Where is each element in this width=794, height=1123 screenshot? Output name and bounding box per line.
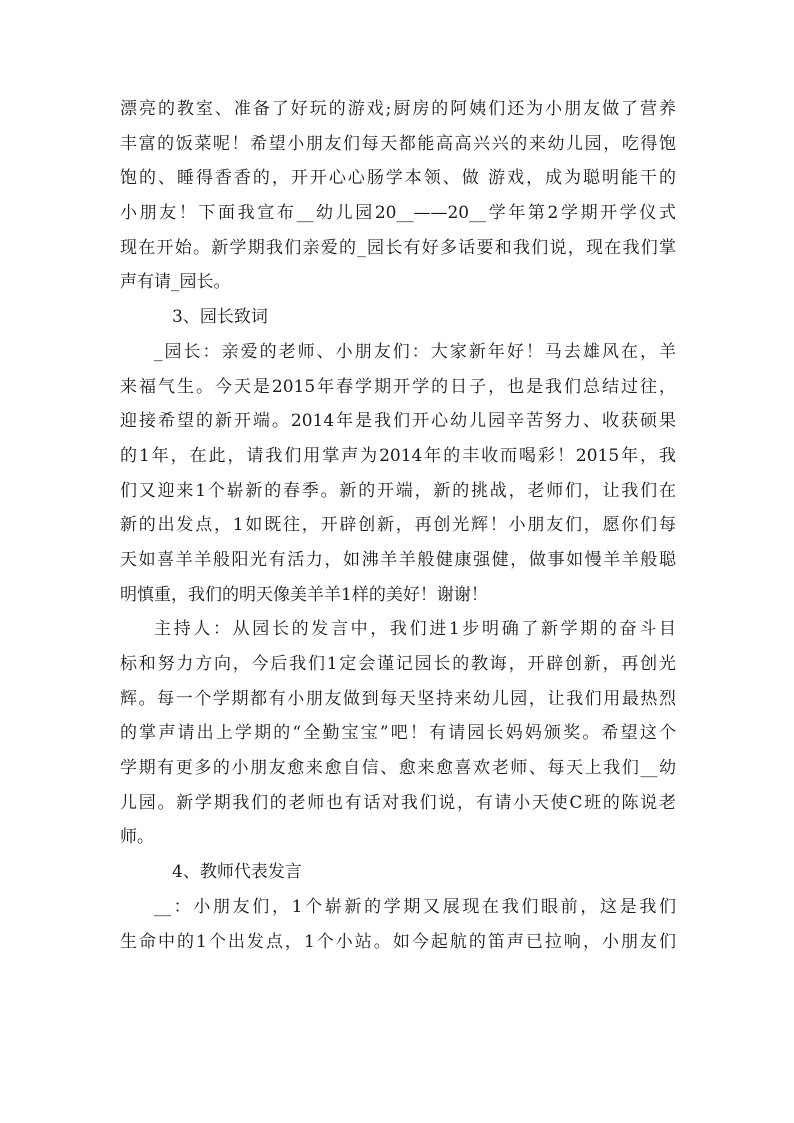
section-heading: 4、教师代表发言 — [172, 862, 302, 883]
paragraph-host-speech — [120, 612, 676, 855]
text-line: 辉。每一个学期都有小朋友做到每天坚持来幼儿园，让我们用最热烈 — [120, 688, 676, 709]
text-line: 师。 — [120, 827, 154, 848]
text-line: __：小朋友们，1个崭新的学期又展现在我们眼前，这是我们 — [154, 896, 676, 917]
text-line: 主持人：从园长的发言中，我们进1步明确了新学期的奋斗目 — [154, 619, 676, 640]
text-line: _园长：亲爱的老师、小朋友们：大家新年好！马去雄风在，羊 — [154, 341, 676, 362]
text-line: 声有请_园长。 — [120, 272, 231, 293]
text-line: 丰富的饭菜呢！希望小朋友们每天都能高高兴兴的来幼儿园，吃得饱 — [120, 133, 676, 154]
text-line: 生命中的1个出发点，1个小站。如今起航的笛声已拉响，小朋友们 — [120, 931, 676, 952]
text-line: 天如喜羊羊般阳光有活力，如沸羊羊般健康强健，做事如慢羊羊般聪 — [120, 549, 676, 570]
text-line: 们又迎来1个崭新的春季。新的开端，新的挑战，老师们，让我们在 — [120, 480, 676, 501]
text-line: 来福气生。今天是2015年春学期开学的日子，也是我们总结过往， — [120, 376, 676, 397]
text-line: 现在开始。新学期我们亲爱的_园长有好多话要和我们说，现在我们掌 — [120, 237, 676, 258]
section-heading-principal-speech — [120, 300, 676, 335]
paragraph-intro-continued — [120, 92, 676, 300]
text-line: 饱的、睡得香香的，开开心心肠学本领、做 游戏，成为聪明能干的 — [120, 168, 676, 189]
text-line: 新的出发点，1如既往，开辟创新，再创光辉！小朋友们，愿你们每 — [120, 515, 676, 536]
text-line: 明慎重，我们的明天像美羊羊1样的美好！谢谢！ — [120, 584, 488, 605]
paragraph-teacher-speech — [120, 890, 676, 959]
paragraph-principal-speech — [120, 335, 676, 613]
text-line: 漂亮的教室、准备了好玩的游戏;厨房的阿姨们还为小朋友做了营养 — [120, 99, 676, 119]
section-heading-teacher-speech — [120, 855, 676, 890]
text-line: 的1年，在此，请我们用掌声为2014年的丰收而喝彩！2015年，我 — [120, 445, 676, 466]
section-heading: 3、园长致词 — [172, 307, 268, 328]
document-body — [120, 92, 676, 959]
text-line: 小朋友！下面我宣布__幼儿园20__——20__学年第2学期开学仪式 — [120, 203, 676, 224]
text-line: 标和努力方向，今后我们1定会谨记园长的教诲，开辟创新，再创光 — [120, 654, 676, 674]
text-line: 儿园。新学期我们的老师也有话对我们说，有请小天使C班的陈说老 — [120, 792, 676, 813]
text-line: 的掌声请出上学期的“全勤宝宝”吧！有请园长妈妈颁奖。希望这个 — [120, 723, 676, 744]
text-line: 学期有更多的小朋友愈来愈自信、愈来愈喜欢老师、每天上我们__幼 — [120, 758, 676, 779]
text-line: 迎接希望的新开端。2014年是我们开心幼儿园辛苦努力、收获硕果 — [120, 411, 676, 432]
